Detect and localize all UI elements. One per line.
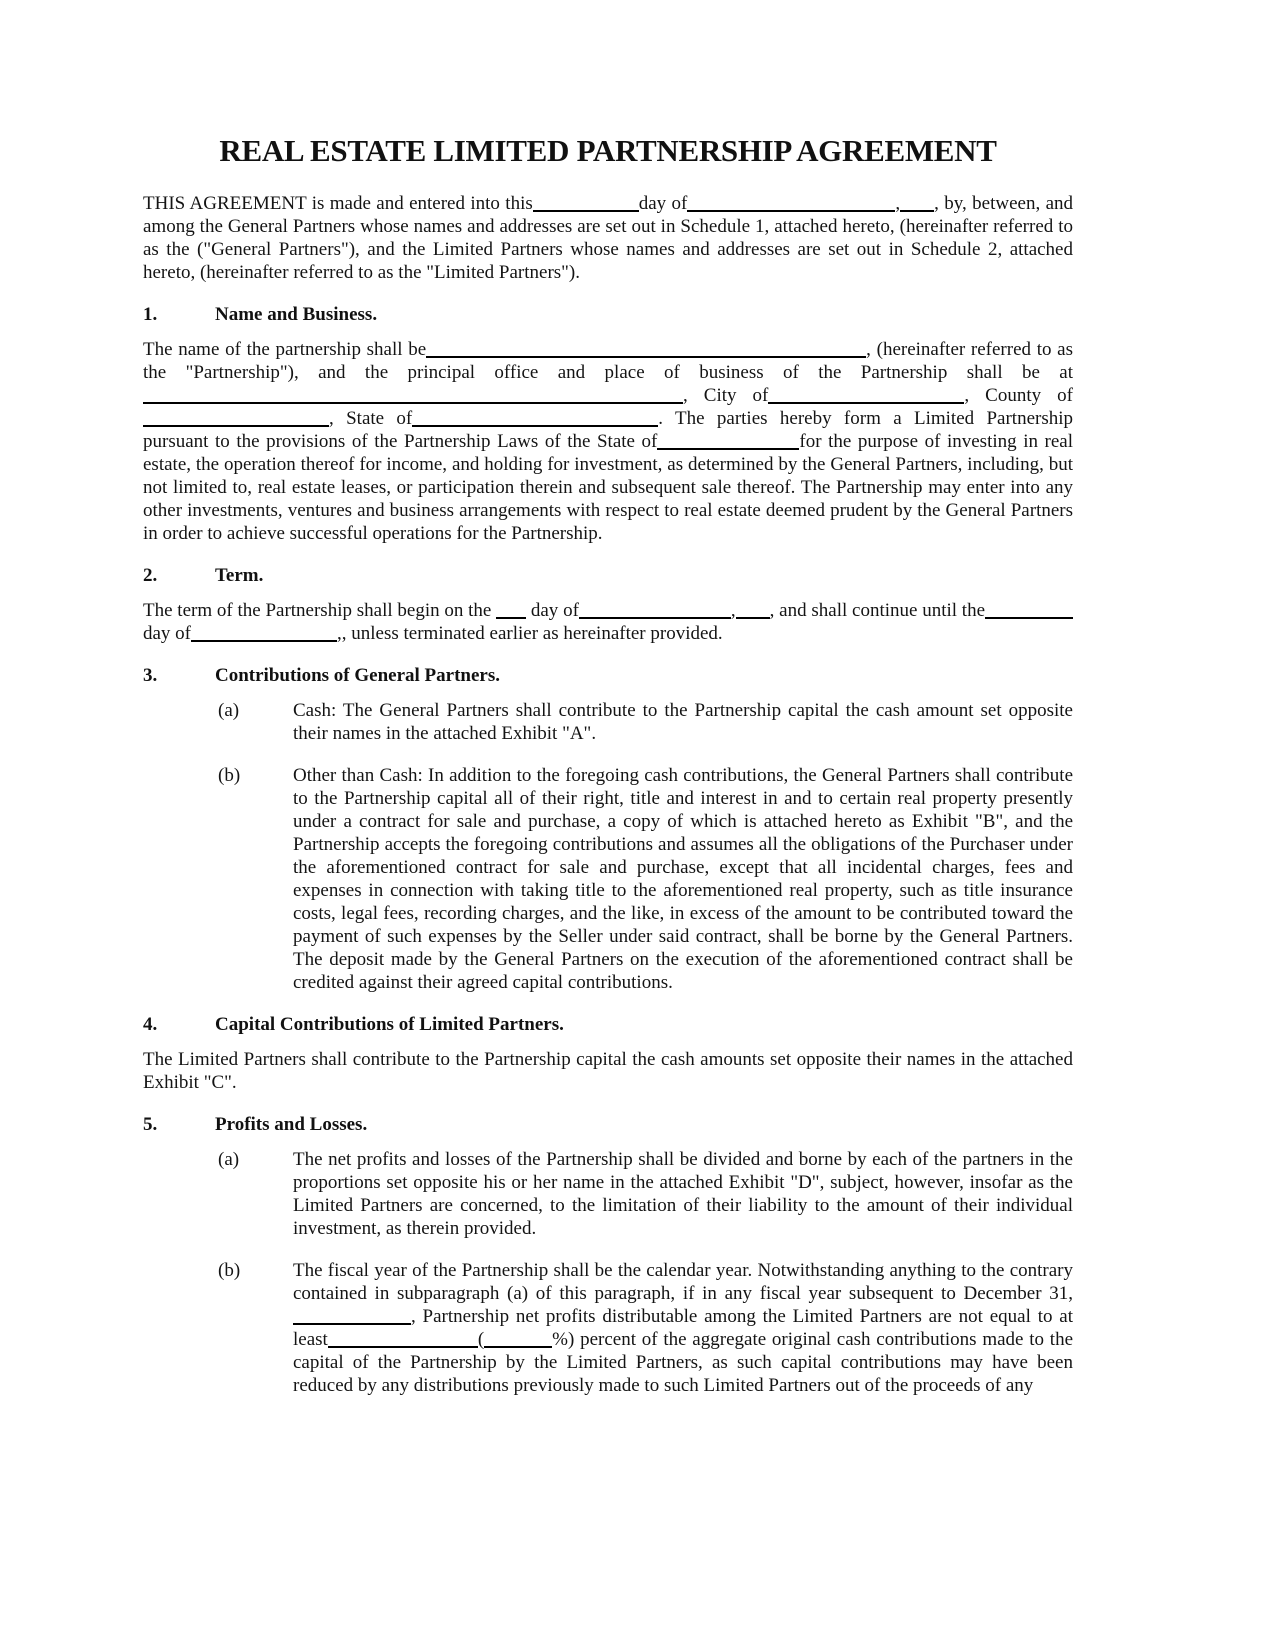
fill-in-blank bbox=[328, 1334, 478, 1348]
paragraph-text: THIS AGREEMENT is made and entered into this bbox=[143, 193, 533, 214]
paragraph-text: day of bbox=[143, 623, 192, 644]
section-heading-label: Name and Business. bbox=[215, 304, 378, 325]
section-heading-label: Profits and Losses. bbox=[215, 1114, 368, 1135]
fill-in-blank bbox=[533, 198, 639, 212]
section-heading bbox=[143, 303, 1073, 326]
fill-in-blank bbox=[687, 198, 895, 212]
document-title: REAL ESTATE LIMITED PARTNERSHIP AGREEMENT bbox=[219, 133, 997, 168]
paragraph-text: , City of bbox=[683, 385, 769, 406]
fill-in-blank bbox=[579, 605, 731, 619]
paragraph-text: , and shall continue until the bbox=[769, 600, 986, 621]
sub-item-text: The net profits and losses of the Partnership shall be divided and borne by each of the partners in the proportions set opposite his or her name in the attached Exhibit "D", subject, however, insofar as the Limited Partners are concerned, to the limitation of their liability to the amount of their individual investment, as therein provided. bbox=[293, 1149, 1073, 1239]
fill-in-blank bbox=[484, 1334, 552, 1348]
fill-in-blank bbox=[293, 1311, 411, 1325]
paragraph-text: , (hereinafter referred to as the "Partnership"), and the principal office and place of business of the Partnership shall be at bbox=[143, 339, 1074, 383]
sub-item-text: %) percent of the aggregate original cash contributions made to the capital of the Partnership by the Limited Partners, as such capital contributions may have been reduced by any distributions previously made to such Limited Partners out of the proceeds of any bbox=[293, 1329, 1073, 1396]
sub-item-label: (a) bbox=[218, 1149, 240, 1170]
section-heading bbox=[143, 1013, 1073, 1036]
section-number: 1. bbox=[143, 304, 158, 325]
paragraph-text: , bbox=[895, 193, 901, 214]
paragraph-text: , by, between, and among the General Partners whose names and addresses are set out in Schedule 1, attached hereto, (hereinafter referred to as the ("General Partners"), and the Limited Partners whose names and addresses are set out in Schedule 2, attached hereto, (hereinafter referred to as the "Limited Partners"). bbox=[143, 193, 1074, 283]
section-heading-label: Capital Contributions of Limited Partners. bbox=[215, 1014, 564, 1035]
fill-in-blank bbox=[985, 605, 1073, 619]
paragraph-text: , bbox=[730, 600, 736, 621]
paragraph-text: , State of bbox=[329, 408, 413, 429]
fill-in-blank bbox=[768, 390, 964, 404]
sub-item-text: Cash: The General Partners shall contribute to the Partnership capital the cash amount set opposite their names in the attached Exhibit "A". bbox=[293, 700, 1073, 744]
fill-in-blank bbox=[900, 198, 934, 212]
section-heading bbox=[143, 1113, 1073, 1136]
fill-in-blank bbox=[426, 344, 866, 358]
fill-in-blank bbox=[412, 413, 658, 427]
sub-item-text: The fiscal year of the Partnership shall be the calendar year. Notwithstanding anything to the contrary contained in subparagraph (a) of this paragraph, if in any fiscal year subsequent to December 31, bbox=[293, 1260, 1073, 1304]
sub-item bbox=[143, 699, 1073, 745]
section-number: 3. bbox=[143, 665, 158, 686]
section-number: 4. bbox=[143, 1014, 158, 1035]
paragraph-text: day of bbox=[526, 600, 579, 621]
paragraph-text: ,, unless terminated earlier as hereinafter provided. bbox=[337, 623, 723, 644]
sub-item bbox=[143, 764, 1073, 994]
fill-in-blank bbox=[657, 436, 799, 450]
section-heading bbox=[143, 664, 1073, 687]
paragraph bbox=[143, 1048, 1073, 1094]
section-number: 5. bbox=[143, 1114, 158, 1135]
fill-in-blank bbox=[191, 628, 337, 642]
section-heading-label: Contributions of General Partners. bbox=[215, 665, 500, 686]
section-number: 2. bbox=[143, 565, 158, 586]
sub-item-text: ( bbox=[477, 1329, 485, 1350]
section-heading bbox=[143, 564, 1073, 587]
paragraph-text: for the purpose of investing in real estate, the operation thereof for income, and holding for investment, as determined by the General Partners, including, but not limited to, real estate leases, or participation therein and subsequent sale thereof. The Partnership may enter into any other investments, ventures and business arrangements with respect to real estate deemed prudent by the General Partners in order to achieve successful operations for the Partnership. bbox=[143, 431, 1074, 544]
fill-in-blank bbox=[496, 605, 526, 619]
sub-item bbox=[143, 1259, 1073, 1397]
paragraph-text: The term of the Partnership shall begin on the bbox=[143, 600, 497, 621]
sub-item-label: (b) bbox=[218, 1260, 241, 1281]
fill-in-blank bbox=[736, 605, 770, 619]
sub-item-label: (a) bbox=[218, 700, 240, 721]
paragraph bbox=[143, 338, 1073, 545]
paragraph bbox=[143, 192, 1073, 284]
sub-item bbox=[143, 1148, 1073, 1240]
paragraph bbox=[143, 599, 1073, 645]
sub-item-text: , Partnership net profits distributable among the Limited Partners are not equal to at least bbox=[293, 1306, 1073, 1350]
sub-item-label: (b) bbox=[218, 765, 241, 786]
sub-item-text: Other than Cash: In addition to the foregoing cash contributions, the General Partners shall contribute to the Partnership capital all of their right, title and interest in and to certain real property presently under a contract for sale and purchase, a copy of which is attached hereto as Exhibit "B", and the Partnership accepts the foregoing contributions and assumes all the obligations of the Purchaser under the aforementioned contract for sale and purchase, except that all incidental charges, fees and expenses in connection with taking title to the aforementioned real property, such as title insurance costs, legal fees, recording charges, and the like, in excess of the amount to be contributed toward the payment of such expenses by the Seller under said contract, shall be borne by the General Partners. The deposit made by the General Partners on the execution of the aforementioned contract shall be credited against their agreed capital contributions. bbox=[293, 765, 1073, 993]
document-body bbox=[143, 192, 1073, 1397]
fill-in-blank bbox=[143, 413, 329, 427]
fill-in-blank bbox=[143, 390, 683, 404]
paragraph-text: The name of the partnership shall be bbox=[143, 339, 427, 360]
paragraph-text: day of bbox=[638, 193, 688, 214]
paragraph-text: The Limited Partners shall contribute to the Partnership capital the cash amounts set opposite their names in the attached Exhibit "C". bbox=[143, 1049, 1073, 1093]
paragraph-text: . The parties hereby form a Limited Partnership pursuant to the provisions of the Partnership Laws of the State of bbox=[143, 408, 1074, 452]
paragraph-text: , County of bbox=[964, 385, 1073, 406]
section-heading-label: Term. bbox=[215, 565, 264, 586]
